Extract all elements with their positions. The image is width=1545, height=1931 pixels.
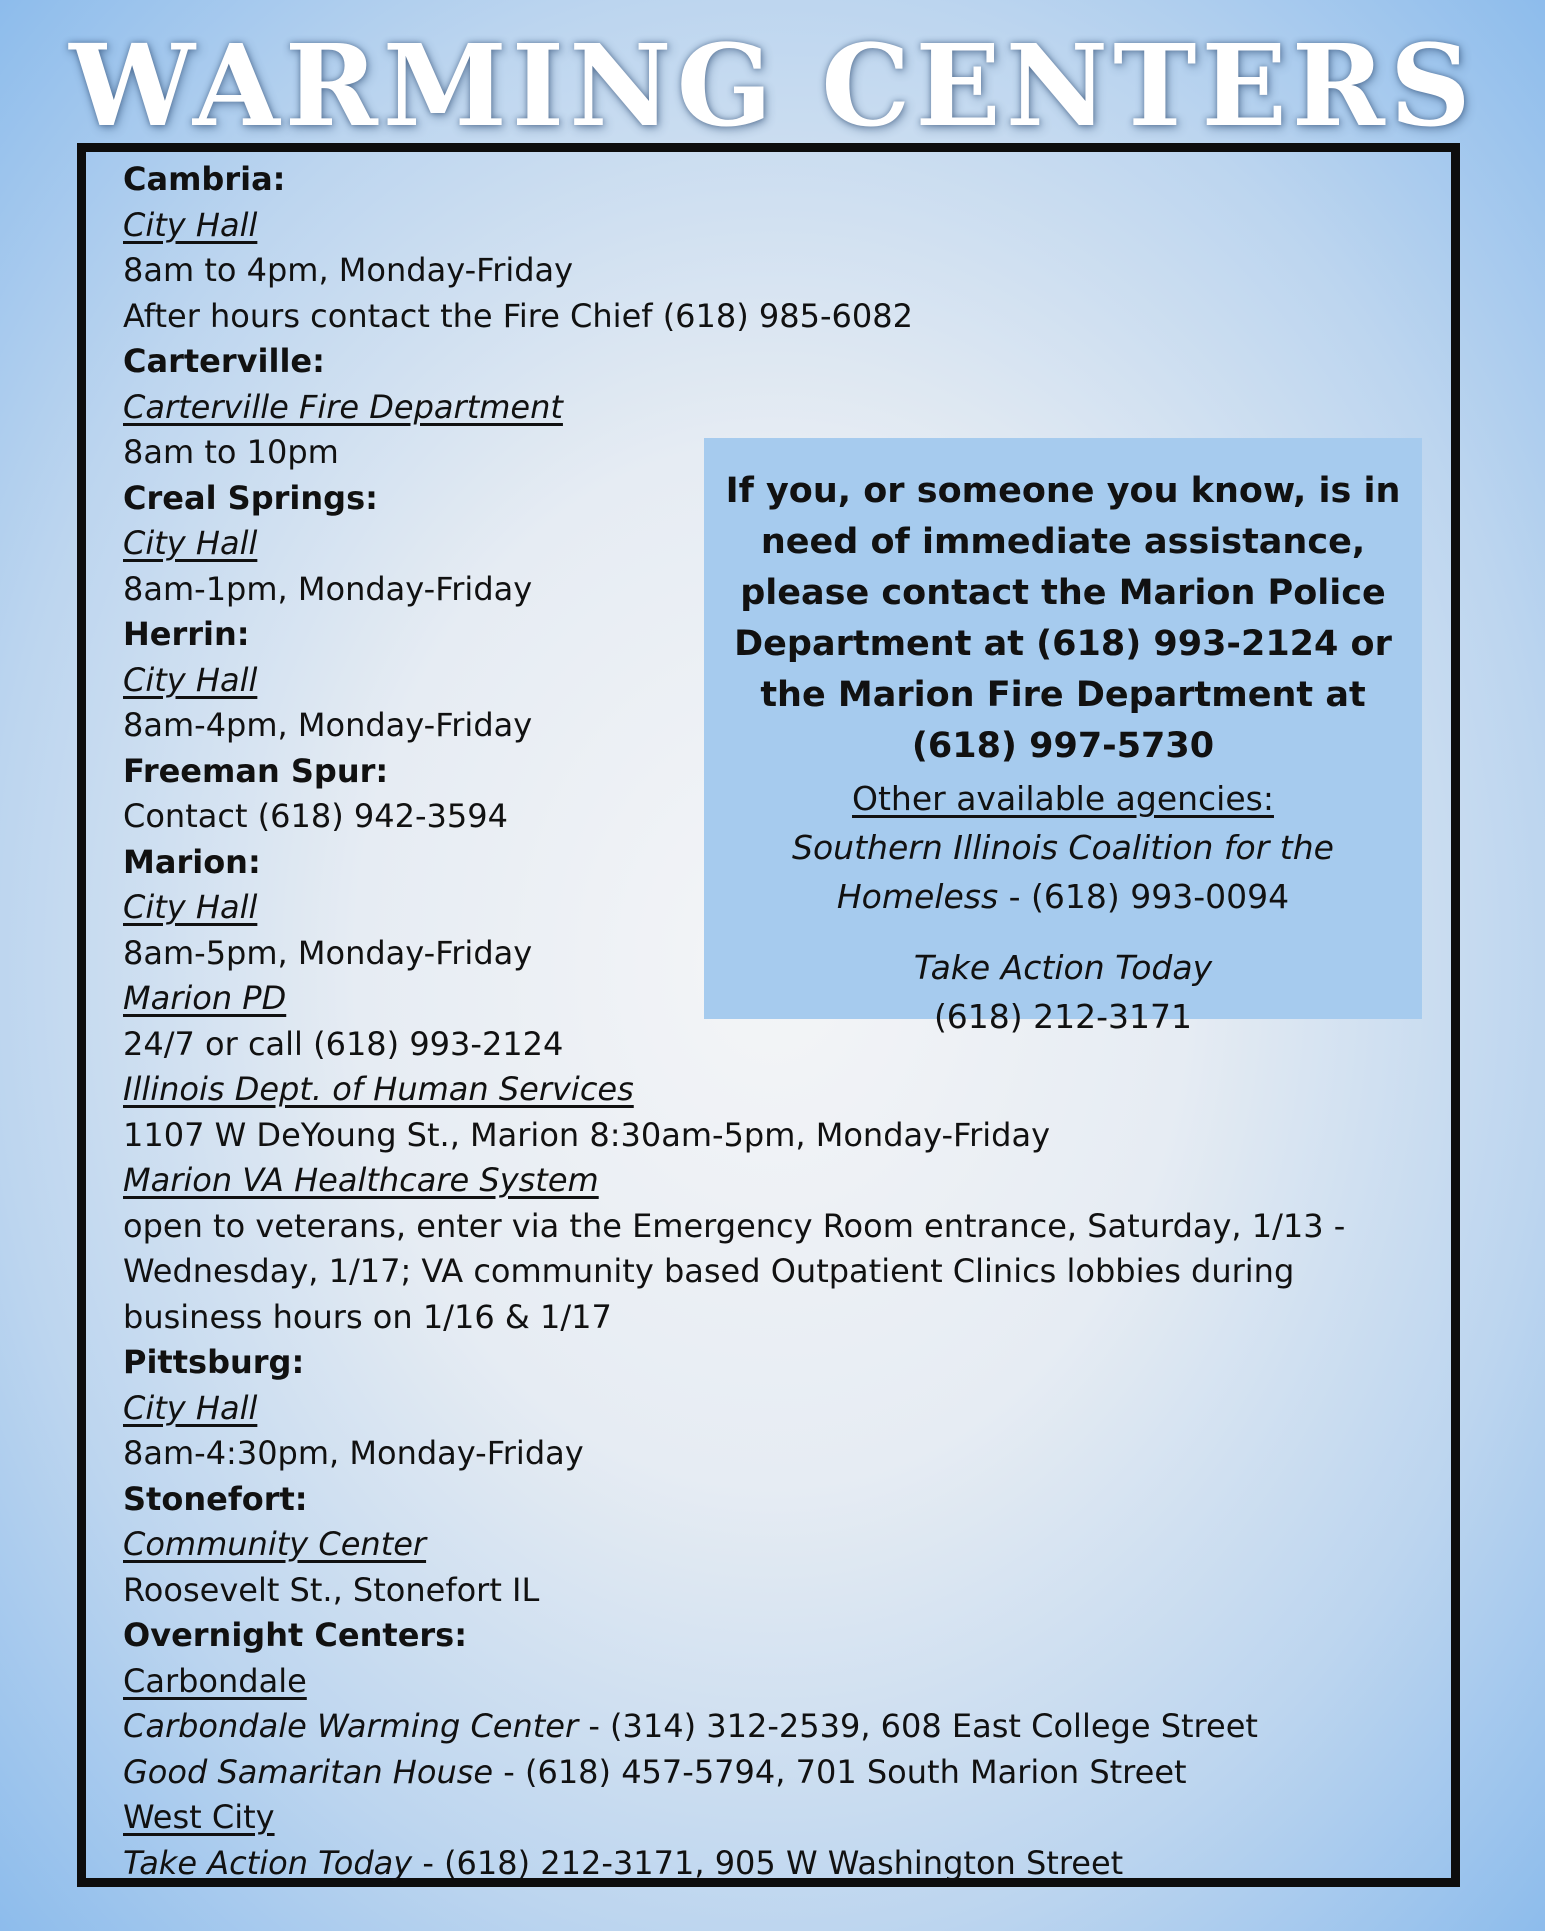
listing-location-name: Community Center <box>123 1525 427 1563</box>
listing-detail-text: 8am-4pm, Monday-Friday <box>123 706 533 744</box>
listing-named-entry <box>123 1841 1443 1887</box>
listing-location-name: Carterville Fire Department <box>123 387 563 426</box>
listing-named-entry <box>123 1704 1443 1750</box>
listing-named-entry <box>123 1750 1443 1796</box>
agency-coalition <box>724 823 1402 921</box>
listing-location-name: City Hall <box>123 524 258 562</box>
agency-take-action-today <box>724 943 1402 1041</box>
listing-location-name: Marion VA Healthcare System <box>123 1161 599 1199</box>
listing-town-heading: Pittsburg: <box>123 1343 305 1381</box>
page-title: WARMING CENTERS <box>69 21 1476 152</box>
assistance-alert-text: If you, or someone you know, is in need of immediate assistance, please contact the Marion Police Department at (618) 993-2124 or the Marion Fire Department at (618) 997-5730 <box>725 471 1401 766</box>
listing-location-name: City Hall <box>123 205 258 244</box>
listing-detail-text: 24/7 or call (618) 993-2124 <box>123 1024 564 1063</box>
listing-entry-name: Good Samaritan House <box>123 1752 494 1791</box>
listing-town-heading: Cambria: <box>123 160 286 198</box>
listing-location-name: Marion PD <box>123 979 287 1017</box>
listing-detail-text: 8am to 10pm <box>123 433 339 471</box>
listing-location-name: City Hall <box>123 888 258 926</box>
listing-town-heading: Marion: <box>123 842 261 881</box>
listing-location-name: Illinois Dept. of Human Services <box>123 1070 634 1108</box>
listing-city-heading: Carbondale <box>123 1661 307 1700</box>
listing-town-heading: Overnight Centers: <box>123 1616 468 1654</box>
callout-spacer <box>704 921 1422 943</box>
listing-detail-text: After hours contact the Fire Chief (618) 985-6082 <box>123 296 913 335</box>
listing-town-heading: Carterville: <box>123 342 325 380</box>
listing-detail-text: 8am-4:30pm, Monday-Friday <box>123 1434 584 1472</box>
listing-detail-text: open to veterans, enter via the Emergency Room entrance, Saturday, 1/13 - Wednesday, 1/17; VA community based Outpatient Clinics lobbies during business hours on 1/16 & 1/17 <box>123 1206 1346 1336</box>
listing-detail-text: 8am-5pm, Monday-Friday <box>123 933 533 972</box>
listing-entry-detail: - (618) 212-3171, 905 W Washington Street <box>412 1843 1124 1882</box>
listing-detail-text: 8am to 4pm, Monday-Friday <box>123 251 574 289</box>
listing-detail-text: 8am-1pm, Monday-Friday <box>123 569 533 608</box>
listing-entry-name: Take Action Today <box>123 1843 413 1882</box>
listing-town-heading: Herrin: <box>123 615 250 653</box>
listing-location-name: City Hall <box>123 660 258 699</box>
agency-take-action-phone: (618) 212-3171 <box>933 997 1193 1036</box>
listing-entry-name: Carbondale Warming Center <box>123 1707 579 1745</box>
agency-coalition-phone: - (618) 993-0094 <box>998 877 1290 916</box>
listing-detail-text: Contact (618) 942-3594 <box>123 797 508 835</box>
listing-town-heading: Stonefort: <box>123 1479 308 1518</box>
agency-take-action-name: Take Action Today <box>913 948 1213 987</box>
listing-entry-detail: - (314) 312-2539, 608 East College Street <box>578 1707 1258 1745</box>
other-agencies-heading: Other available agencies: <box>852 779 1274 818</box>
listing-town-heading: Freeman Spur: <box>123 751 389 790</box>
listing-city-heading: West City <box>123 1798 275 1836</box>
listing-detail-text: 1107 W DeYoung St., Marion 8:30am-5pm, Monday-Friday <box>123 1115 1051 1154</box>
listing-entry-detail: - (618) 457-5794, 701 South Marion Street <box>493 1752 1187 1791</box>
agency-coalition-name: Southern Illinois Coalition for the Homeless <box>792 828 1334 916</box>
listing-town-heading: Creal Springs: <box>123 478 378 517</box>
listing-detail-text: Roosevelt St., Stonefort IL <box>123 1570 540 1609</box>
listing-location-name: City Hall <box>123 1388 258 1427</box>
assistance-callout <box>704 438 1422 1036</box>
